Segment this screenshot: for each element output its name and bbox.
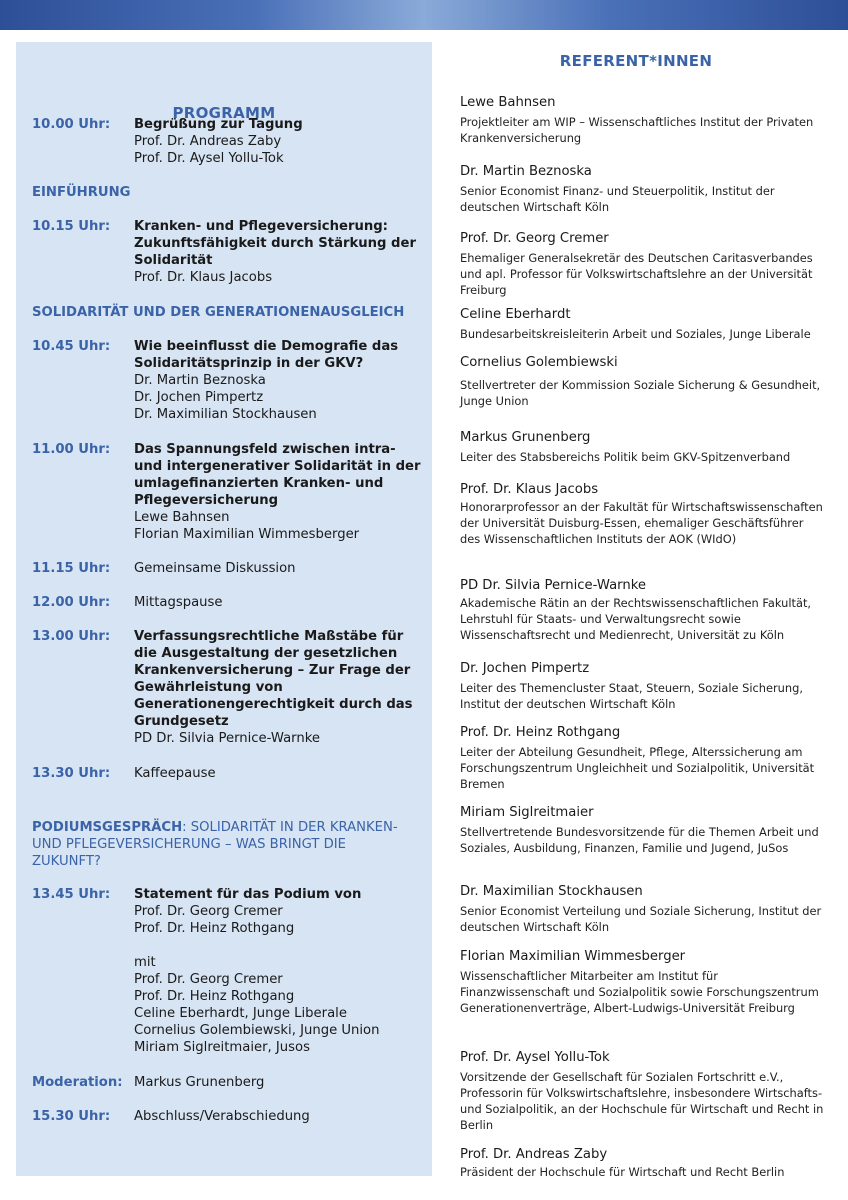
program-connector: mit xyxy=(134,955,156,970)
speaker-name: Lewe Bahnsen xyxy=(460,95,556,110)
program-item-text: Abschluss/Verabschiedung xyxy=(134,1109,310,1124)
header-gradient-bar xyxy=(0,0,848,30)
speaker-desc: Ehemaliger Generalsekretär des Deutschen Caritasverbandes und apl. Professor für Volkswirtschaftslehre an der Universität Freiburg xyxy=(460,251,813,297)
speaker-desc: Honorarprofessor an der Fakultät für Wirtschaftswissenschaften der Universität Duisburg-Essen, ehemaliger Geschäftsführer des Wissenschaftlichen Instituts der AOK (WIdO) xyxy=(460,500,823,546)
speaker-entry xyxy=(460,230,824,298)
speaker-name: Florian Maximilian Wimmesberger xyxy=(460,949,686,964)
program-item-title: Begrüßung zur Tagung xyxy=(134,117,303,132)
speaker-desc: Leiter des Stabsbereichs Politik beim GKV-Spitzenverband xyxy=(460,450,791,464)
speaker-name: PD Dr. Silvia Pernice-Warnke xyxy=(460,578,646,593)
program-time: 11.15 Uhr: xyxy=(32,561,111,576)
program-speaker: Prof. Dr. Georg Cremer xyxy=(134,904,283,919)
speaker-desc: Senior Economist Verteilung und Soziale Sicherung, Institut der deutschen Wirtschaft Köln xyxy=(460,904,822,934)
speaker-desc: Projektleiter am WIP – Wissenschaftliches Institut der Privaten Krankenversicherung xyxy=(460,115,814,145)
program-speaker: Prof. Dr. Andreas Zaby xyxy=(134,134,282,149)
program-item-title: Wie beeinflusst die Demografie das Solidaritätsprinzip in der GKV? xyxy=(134,339,399,371)
speaker-entry xyxy=(460,1146,824,1180)
speaker-name: Markus Grunenberg xyxy=(460,430,591,445)
speaker-entry xyxy=(460,1049,824,1133)
program-time: 13.00 Uhr: xyxy=(32,629,111,644)
program-time: 15.30 Uhr: xyxy=(32,1109,111,1124)
program-speaker: Celine Eberhardt, Junge Liberale xyxy=(134,1006,347,1021)
program-time: 12.00 Uhr: xyxy=(32,595,111,610)
speaker-name: Prof. Dr. Heinz Rothgang xyxy=(460,725,621,740)
speaker-entry xyxy=(460,163,824,215)
speaker-name: Celine Eberhardt xyxy=(460,307,571,322)
program-item-title: Kranken- und Pflegeversicherung: Zukunftsfähigkeit durch Stärkung der Solidarität xyxy=(134,219,416,268)
program-speaker: Cornelius Golembiewski, Junge Union xyxy=(134,1023,380,1038)
speakers-title: REFERENT*INNEN xyxy=(559,52,713,70)
program-spacer xyxy=(134,937,424,954)
program-time: 10.15 Uhr: xyxy=(32,219,111,234)
program-speaker: Prof. Dr. Heinz Rothgang xyxy=(134,921,295,936)
program-item-title: Statement für das Podium von xyxy=(134,887,362,902)
speaker-name: Prof. Dr. Klaus Jacobs xyxy=(460,482,599,497)
program-item-text: Mittagspause xyxy=(134,595,223,610)
speaker-desc: Senior Economist Finanz- und Steuerpolitik, Institut der deutschen Wirtschaft Köln xyxy=(460,184,775,214)
speaker-entry xyxy=(460,948,824,1016)
program-item-title: Verfassungsrechtliche Maßstäbe für die Ausgestaltung der gesetzlichen Krankenversicherung – Zur Frage der Gewährleistung von Generationengerechtigkeit durch das Grundgesetz xyxy=(134,629,413,729)
program-item-text: Gemeinsame Diskussion xyxy=(134,561,296,576)
section-podium xyxy=(32,819,412,870)
speaker-name: Miriam Siglreitmaier xyxy=(460,805,594,820)
speaker-name: Cornelius Golembiewski xyxy=(460,355,618,370)
program-time: 11.00 Uhr: xyxy=(32,442,111,457)
program-time: 13.30 Uhr: xyxy=(32,766,111,781)
program-item-title: Das Spannungsfeld zwischen intra- und intergenerativer Solidarität in der umlagefinanzierten Kranken- und Pflegeversicherung xyxy=(134,442,421,508)
speaker-name: Dr. Jochen Pimpertz xyxy=(460,661,590,676)
program-speaker: Dr. Maximilian Stockhausen xyxy=(134,407,317,422)
program-speaker: Dr. Jochen Pimpertz xyxy=(134,390,264,405)
section-solidaritaet: SOLIDARITÄT UND DER GENERATIONENAUSGLEICH xyxy=(32,305,405,320)
speaker-name: Prof. Dr. Georg Cremer xyxy=(460,231,609,246)
speaker-entry xyxy=(460,724,824,792)
program-speaker: Lewe Bahnsen xyxy=(134,510,230,525)
speaker-entry xyxy=(460,429,824,465)
speaker-entry xyxy=(460,804,824,856)
speaker-desc: Vorsitzende der Gesellschaft für Sozialen Fortschritt e.V., Professorin für Volkswirtschaftslehre, insbesondere Wirtschafts- und Sozialpolitik, an der Hochschule für Wirtschaft und Recht in Berlin xyxy=(460,1070,824,1132)
speaker-entry xyxy=(460,883,824,935)
program-speaker: Prof. Dr. Klaus Jacobs xyxy=(134,270,273,285)
speaker-desc: Akademische Rätin an der Rechtswissenschaftlichen Fakultät, Lehrstuhl für Staats- und Verwaltungsrecht sowie Wissenschaftsrecht und Medienrecht, Universität zu Köln xyxy=(460,596,812,642)
speaker-desc: Bundesarbeitskreisleiterin Arbeit und Soziales, Junge Liberale xyxy=(460,327,811,341)
speaker-desc: Präsident der Hochschule für Wirtschaft und Recht Berlin xyxy=(460,1165,785,1179)
speaker-name: Prof. Dr. Aysel Yollu-Tok xyxy=(460,1050,610,1065)
speaker-entry xyxy=(460,306,824,342)
program-speaker: Florian Maximilian Wimmesberger xyxy=(134,527,360,542)
program-time: 10.00 Uhr: xyxy=(32,117,111,132)
program-speaker: Dr. Martin Beznoska xyxy=(134,373,266,388)
speaker-desc: Stellvertreter der Kommission Soziale Sicherung & Gesundheit, Junge Union xyxy=(460,378,821,408)
speaker-name: Dr. Maximilian Stockhausen xyxy=(460,884,643,899)
program-speaker: Prof. Dr. Aysel Yollu-Tok xyxy=(134,151,284,166)
speaker-desc: Wissenschaftlicher Mitarbeiter am Institut für Finanzwissenschaft und Sozialpolitik sowie Forschungszentrum Generationenverträge, Albert-Ludwigs-Universität Freiburg xyxy=(460,969,819,1015)
program-speaker: Prof. Dr. Georg Cremer xyxy=(134,972,283,987)
program-time: 10.45 Uhr: xyxy=(32,339,111,354)
speaker-name: Dr. Martin Beznoska xyxy=(460,164,592,179)
speaker-desc: Leiter des Themencluster Staat, Steuern, Soziale Sicherung, Institut der deutschen Wirtschaft Köln xyxy=(460,681,803,711)
speaker-entry xyxy=(460,577,824,643)
program-speaker: Prof. Dr. Heinz Rothgang xyxy=(134,989,295,1004)
speaker-desc: Leiter der Abteilung Gesundheit, Pflege, Alterssicherung am Forschungszentrum Ungleichheit und Sozialpolitik, Universität Bremen xyxy=(460,745,815,791)
speaker-name: Prof. Dr. Andreas Zaby xyxy=(460,1147,608,1162)
program-panel xyxy=(16,42,432,1176)
program-item-text: Kaffeepause xyxy=(134,766,216,781)
speaker-entry xyxy=(460,94,824,146)
speaker-entry xyxy=(460,660,824,712)
speaker-desc: Stellvertretende Bundesvorsitzende für die Themen Arbeit und Soziales, Ausbildung, Finanzen, Familie und Jugend, JuSos xyxy=(460,825,819,855)
speaker-entry xyxy=(460,481,824,547)
section-einfuehrung: EINFÜHRUNG xyxy=(32,185,131,200)
program-item-text: Markus Grunenberg xyxy=(134,1075,265,1090)
program-time: Moderation: xyxy=(32,1075,123,1090)
program-title: PROGRAMM xyxy=(172,104,276,122)
section-podium-label: PODIUMSGESPRÄCH xyxy=(32,820,183,835)
speaker-entry xyxy=(460,354,824,409)
program-speaker: Miriam Siglreitmaier, Jusos xyxy=(134,1040,310,1055)
program-time: 13.45 Uhr: xyxy=(32,887,111,902)
program-speaker: PD Dr. Silvia Pernice-Warnke xyxy=(134,731,320,746)
section-podium-topic: : SOLIDARITÄT IN DER KRANKEN- UND PFLEGEVERSICHERUNG – WAS BRINGT DIE ZUKUNFT? xyxy=(32,820,398,869)
